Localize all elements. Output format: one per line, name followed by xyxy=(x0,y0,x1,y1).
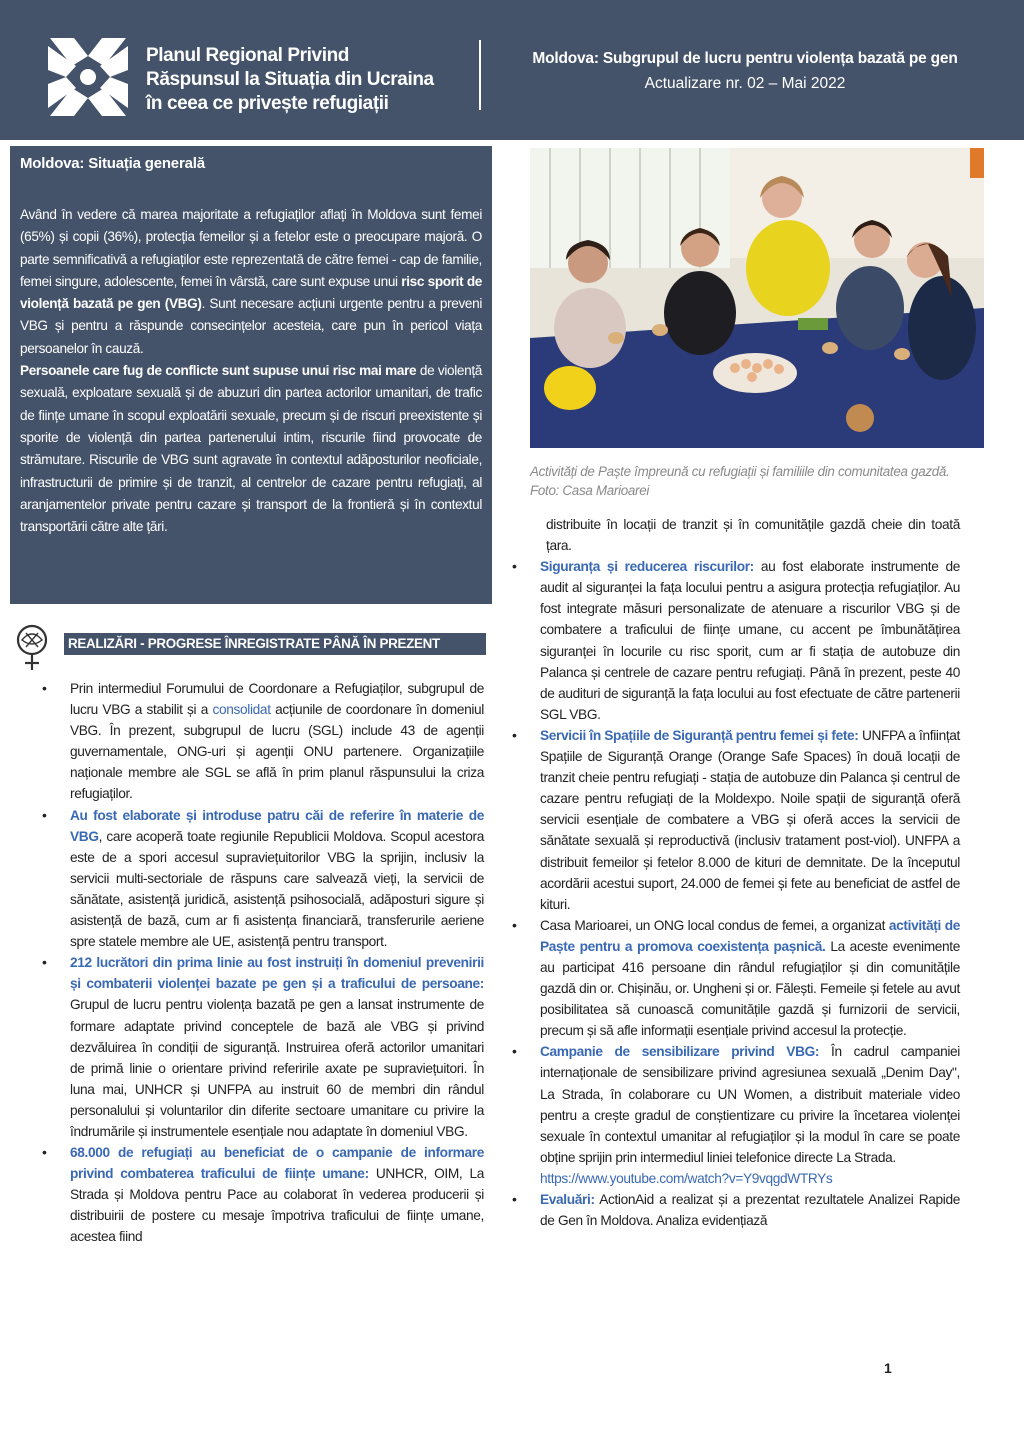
list-item xyxy=(70,805,484,953)
text-span: ActionAid a realizat și a prezentat rezultatele Analizei Rapide de Gen în Moldova. Analiza evidențiază xyxy=(540,1192,960,1229)
highlight-span: Evaluări: xyxy=(540,1192,595,1207)
text-span: , care acoperă toate regiunile Republicii Moldova. Scopul acestora este de a spori accesul supraviețuitorilor VBG la sprijin, inclusiv la servicii multi-sectoriale de răspuns care salvează vieți, la servicii de sănătate, asistență juridică, asistență psihosocială, adăposturi sigure și asistență de bază, cum ar fi asistența financiară, transferurile aeriene spre statele membre ale UE, asistență pentru transport. xyxy=(70,828,484,950)
rrp-logo-icon xyxy=(44,34,132,120)
list-item xyxy=(540,1189,960,1231)
achievements-list-left xyxy=(70,678,484,1248)
youtube-link[interactable]: https://www.youtube.com/watch?v=Y9vqgdWTRYs xyxy=(540,1170,833,1186)
highlight-span: 212 lucrători din prima linie au fost instruiți în domeniul prevenirii și combaterii violenței bazate pe gen și a traficului de persoane: xyxy=(70,955,484,992)
general-situation-paragraph-1 xyxy=(20,204,482,360)
bold-span: Persoanele care fug de conflicte sunt supuse unui risc mai mare xyxy=(20,363,417,379)
achievements-list-right xyxy=(540,556,960,1231)
list-item xyxy=(70,952,484,1142)
list-item xyxy=(540,1041,960,1189)
subgroup-title: Moldova: Subgrupul de lucru pentru violența bazată pe gen xyxy=(532,50,958,67)
list-item xyxy=(70,678,484,805)
plan-title-line-2: Răspunsul la Situația din Ucraina xyxy=(146,69,434,90)
text-span: Prin intermediul Forumului de Coordonare a Refugiaților, subgrupul de lucru VBG a stabilit și a xyxy=(70,681,484,718)
text-span: de violență sexuală, exploatare sexuală și de abuzuri din partea actorilor umanitari, de trafic de ființe umane în scopul exploatării sexuale, precum și de riscuri preexistente și sporite de violență din partea partenerului intim, riscurile fiind provocate de strămutare. Riscurile de VBG sunt agravate în contextul adăposturilor neoficiale, infrastructurii de primire și de tranzit, al centrelor de cazare pentru refugiați, al aranjamentelor private pentru cazare și transport de la frontieră și în contextul transportării către alte țări. xyxy=(20,363,482,535)
page-number: 1 xyxy=(884,1360,892,1376)
achievements-right-column xyxy=(540,514,960,1231)
list-item xyxy=(540,725,960,915)
highlight-span: Siguranța și reducerea riscurilor: xyxy=(540,559,754,575)
photo-caption: Activități de Paște împreună cu refugiații și familiile din comunitatea gazdă. Foto: Casa Marioarei xyxy=(530,464,950,498)
text-span: Casa Marioarei, un ONG local condus de femei, a organizat xyxy=(540,917,889,933)
achievements-left-column xyxy=(70,678,484,1248)
text-span: acțiunile de coordonare în domeniul VBG. În prezent, subgrupul de lucru (SGL) include 43 de agenții guvernamentale, ONG-uri și agenții ONU partenere. Organizațiile naționale membre ale SGL se află în prim planul răspunsului la criza refugiaților. xyxy=(70,702,484,802)
continued-text: distribuite în locații de tranzit și în comunitățile gazdă cheie din toată țara. xyxy=(546,517,960,554)
bold-span: risc sporit de violență bazată pe gen (VBG) xyxy=(20,273,482,312)
text-span: Grupul de lucru pentru violența bazată pe gen a lansat instrumente de formare adaptate privind conceptele de bază ale VBG și privind dezvăluirea în condiții de siguranță. Instruirea oferă actorilor umanitari de primă linie o orientare privind referirile axate pe supraviețuitori. În luna mai, UNHCR și UNFPA au instruit 60 de membri din rândul personalului și voluntarilor din diferite sectoare umanitare cu privire la îndrumările și instrumentele esențiale nou adaptate în domeniul VBG. xyxy=(70,997,484,1139)
list-item xyxy=(540,556,960,725)
list-item xyxy=(540,915,960,1042)
text-span: UNFPA a înființat Spațiile de Siguranță Orange (Orange Safe Spaces) în două locații de tranzit cheie pentru refugiați - stația de autobuze din Palanca și centrul de cazare pentru refugiați de la Moldexpo. Noile spații de siguranță oferă servicii esențiale de combatere a VBG și oferă acces la servicii de sănătate sexuală și reproductivă (inclusiv tratament post-viol). UNFPA a distribuit femeilor și fetelor 8.000 de kituri de demnitate. De la începutul acordării acestui suport, 24.000 de femei și fete au beneficiat de astfel de kituri. xyxy=(540,727,961,912)
general-situation-paragraph-2 xyxy=(20,360,482,538)
plan-title-line-1: Planul Regional Privind xyxy=(146,45,350,66)
text-span: . Sunt necesare acțiuni urgente pentru a preveni VBG și pentru a răspunde consecințelor acesteia, care pun în pericol viața persoanelor în cauză. xyxy=(20,296,483,356)
highlight-span: activități de Paște pentru a promova coexistența pașnică. xyxy=(540,917,960,954)
header-subtitle-block xyxy=(490,48,1000,96)
text-span: au fost elaborate instrumente de audit al siguranței la fața locului pentru a asigura protecția refugiaților. Au fost integrate măsuri personalizate de atenuare a riscurilor VBG și de combatere a traficului de ființe umane, cu accent pe îmbunătățirea siguranței în locurile cu risc sporit, cum ar fi stația de autobuze din Palanca și centrele de cazare pentru refugiați. Până în prezent, peste 40 de audituri de siguranță la fața locului au fost efectuate de către partenerii SGL VBG. xyxy=(540,559,960,722)
update-label: Actualizare nr. 02 – Mai 2022 xyxy=(644,75,846,92)
highlight-span: Campanie de sensibilizare privind VBG: xyxy=(540,1044,820,1060)
easter-activity-photo xyxy=(530,148,984,448)
plan-title xyxy=(146,44,476,116)
plan-title-line-3: în ceea ce privește refugiații xyxy=(146,93,389,114)
text-span: În cadrul campaniei internaționale de sensibilizare privind agresiunea sexuală „Denim Day", La Strada, în colaborare cu UN Women, a distribuit materiale video pentru a crește gradul de conștientizare cu privire la încetarea violenței sexuale în contextul umanitar al refugiaților și la modul în care se poate obține sprijin prin intermediul liniei telefonice directe La Strada. xyxy=(540,1044,960,1165)
list-item xyxy=(70,1142,484,1247)
photo-illustration xyxy=(530,148,984,448)
text-span: La aceste evenimente au participat 416 persoane din rândul refugiaților și din comunitățile gazdă din or. Chișinău, or. Ungheni și or. Fălești. Femeile și fetele au avut posibilitatea să cunoască comunitățile gazdă și furnizorii de servicii, precum și să afle informații esențiale privind accesul la protecție. xyxy=(540,938,961,1039)
achievements-heading: REALIZĂRI - PROGRESE ÎNREGISTRATE PÂNĂ ÎN PREZENT xyxy=(64,633,486,655)
text-span: Având în vedere că marea majoritate a refugiaților aflați în Moldova sunt femei (65%) și copii (36%), protecția femeilor și a fetelor este o preocupare majoră. O parte semnificativă a refugiaților este reprezentată de către femei - cap de familie, femei singure, adolescente, femei în vârstă, care sunt expuse unui xyxy=(20,207,482,289)
highlight-span: consolidat xyxy=(212,702,271,718)
highlight-span: Servicii în Spațiile de Siguranță pentru femei și fete: xyxy=(540,727,859,743)
text-span: UNHCR, OIM, La Strada și Moldova pentru Pace au colaborat în vederea producerii și distribuirii de postere cu mesaje împotriva traficului de ființe umane, acestea fiind xyxy=(70,1166,484,1245)
header-divider xyxy=(479,40,481,110)
gender-symbol-icon xyxy=(12,622,52,672)
highlight-span: Au fost elaborate și introduse patru căi de referire în materie de VBG xyxy=(70,807,484,844)
page-header xyxy=(0,0,1024,140)
general-situation-box xyxy=(10,146,492,604)
highlight-span: 68.000 de refugiați au beneficiat de o campanie de informare privind combaterea traficului de ființe umane: xyxy=(70,1145,484,1182)
general-situation-title: Moldova: Situația generală xyxy=(20,155,205,172)
